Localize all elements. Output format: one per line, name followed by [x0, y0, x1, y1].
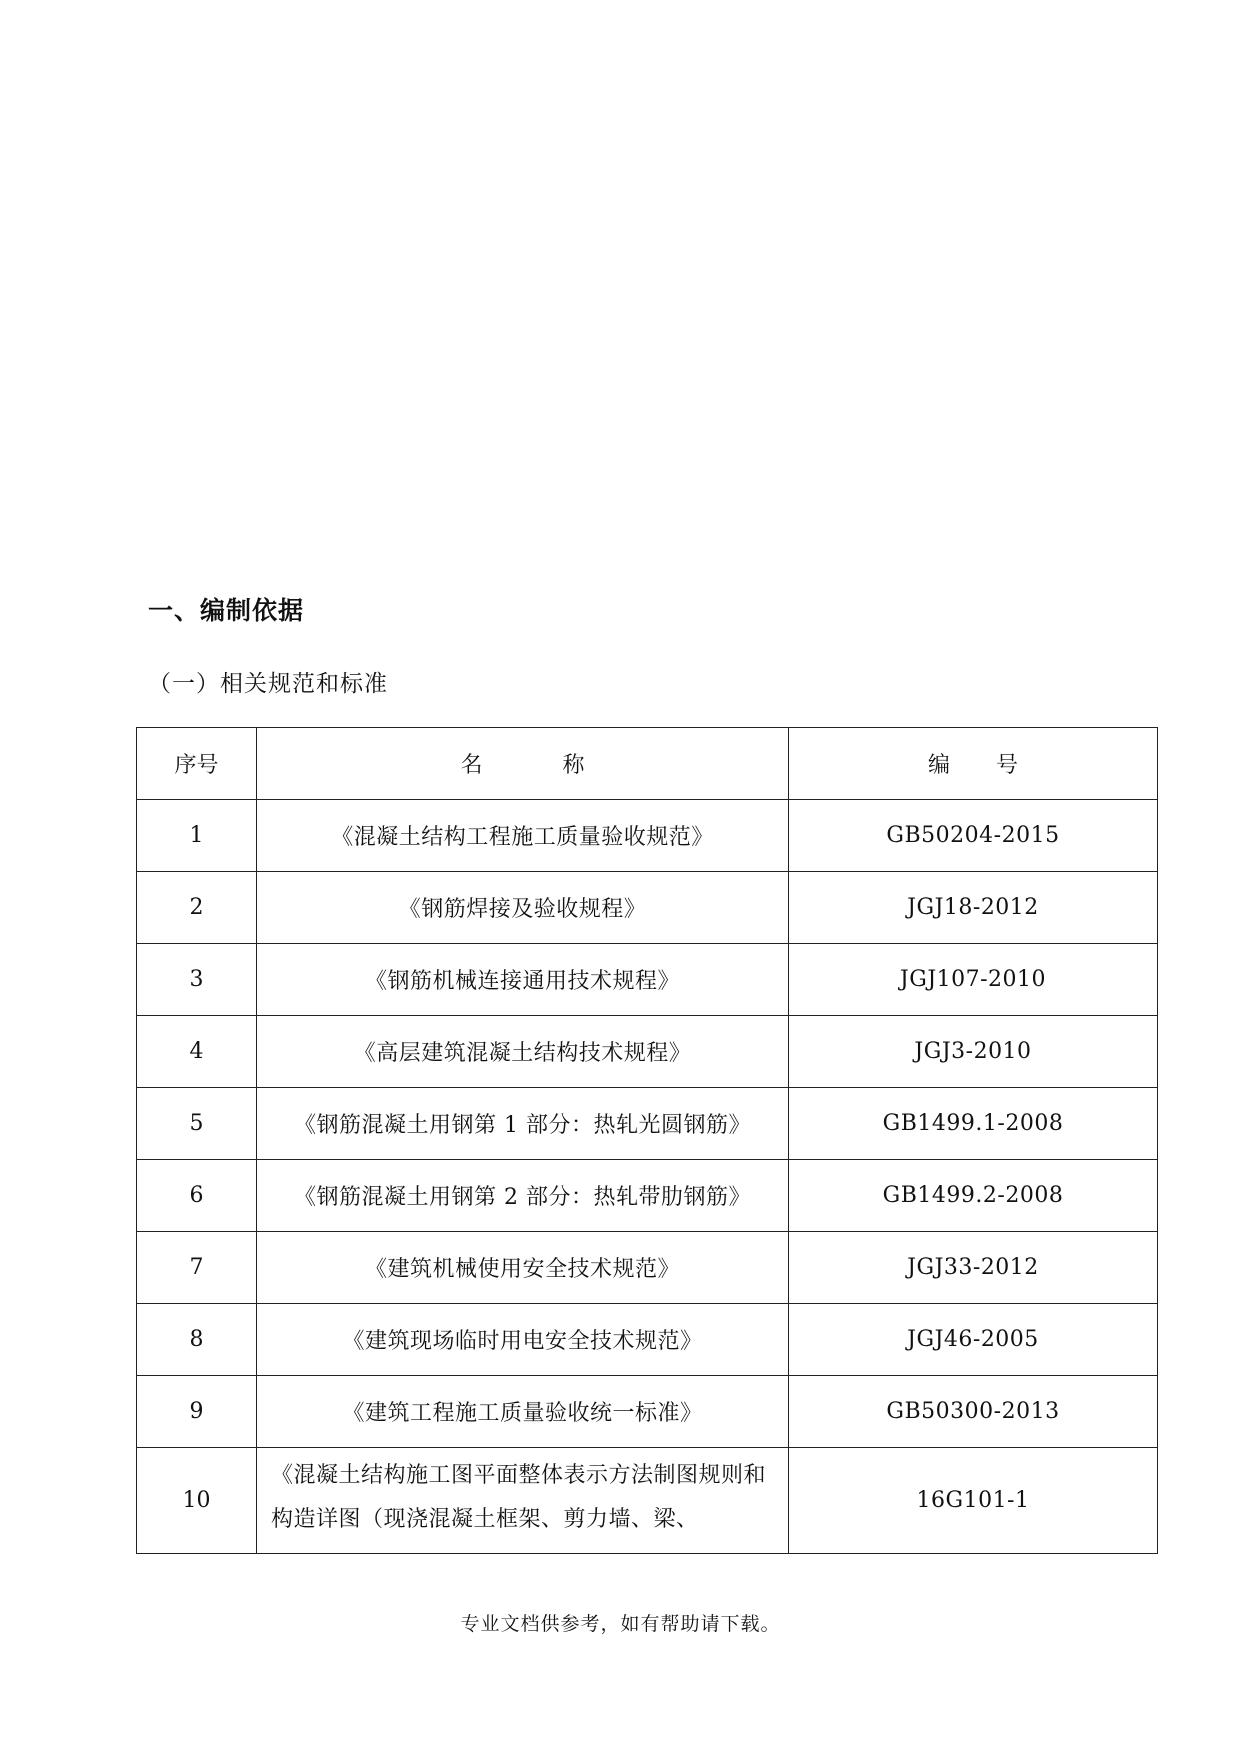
table-row: [137, 944, 1158, 1016]
table-row: [137, 800, 1158, 872]
row-name: 《建筑工程施工质量验收统一标准》: [257, 1376, 789, 1448]
row-name: 《钢筋机械连接通用技术规程》: [257, 944, 789, 1016]
row-name: 《建筑现场临时用电安全技术规范》: [257, 1304, 789, 1376]
row-code: GB50204-2015: [789, 800, 1158, 872]
row-name: 《高层建筑混凝土结构技术规程》: [257, 1016, 789, 1088]
row-code: GB1499.2-2008: [789, 1160, 1158, 1232]
row-name: 《钢筋混凝土用钢第 2 部分：热轧带肋钢筋》: [257, 1160, 789, 1232]
row-seq: 6: [137, 1160, 257, 1232]
row-seq: 8: [137, 1304, 257, 1376]
row-name: 《钢筋焊接及验收规程》: [257, 872, 789, 944]
table-row: [137, 1448, 1158, 1554]
header-code: 编号: [789, 728, 1158, 800]
row-code: 16G101-1: [789, 1448, 1158, 1554]
row-seq: 5: [137, 1088, 257, 1160]
row-code: JGJ18-2012: [789, 872, 1158, 944]
row-seq: 9: [137, 1376, 257, 1448]
table-row: [137, 1016, 1158, 1088]
table-header-row: [137, 728, 1158, 800]
row-name: 《建筑机械使用安全技术规范》: [257, 1232, 789, 1304]
table-row: [137, 1304, 1158, 1376]
table-row: [137, 1160, 1158, 1232]
standards-table: [136, 727, 1158, 1554]
row-code: JGJ46-2005: [789, 1304, 1158, 1376]
page-footer: 专业文档供参考，如有帮助请下载。: [460, 1613, 781, 1635]
row-seq: 3: [137, 944, 257, 1016]
header-seq: 序号: [137, 728, 257, 800]
row-name: 《混凝土结构施工图平面整体表示方法制图规则和构造详图（现浇混凝土框架、剪力墙、梁、: [257, 1448, 789, 1554]
table-row: [137, 872, 1158, 944]
row-seq: 10: [137, 1448, 257, 1554]
row-seq: 4: [137, 1016, 257, 1088]
row-code: GB1499.1-2008: [789, 1088, 1158, 1160]
table-row: [137, 1088, 1158, 1160]
row-code: JGJ33-2012: [789, 1232, 1158, 1304]
row-code: GB50300-2013: [789, 1376, 1158, 1448]
table-row: [137, 1232, 1158, 1304]
row-name: 《钢筋混凝土用钢第 1 部分：热轧光圆钢筋》: [257, 1088, 789, 1160]
row-seq: 1: [137, 800, 257, 872]
row-name: 《混凝土结构工程施工质量验收规范》: [257, 800, 789, 872]
table-row: [137, 1376, 1158, 1448]
section-heading: 一、编制依据: [148, 596, 305, 625]
row-seq: 2: [137, 872, 257, 944]
header-name: 名称: [257, 728, 789, 800]
row-code: JGJ3-2010: [789, 1016, 1158, 1088]
subsection-heading: （一）相关规范和标准: [148, 671, 388, 697]
row-code: JGJ107-2010: [789, 944, 1158, 1016]
row-seq: 7: [137, 1232, 257, 1304]
